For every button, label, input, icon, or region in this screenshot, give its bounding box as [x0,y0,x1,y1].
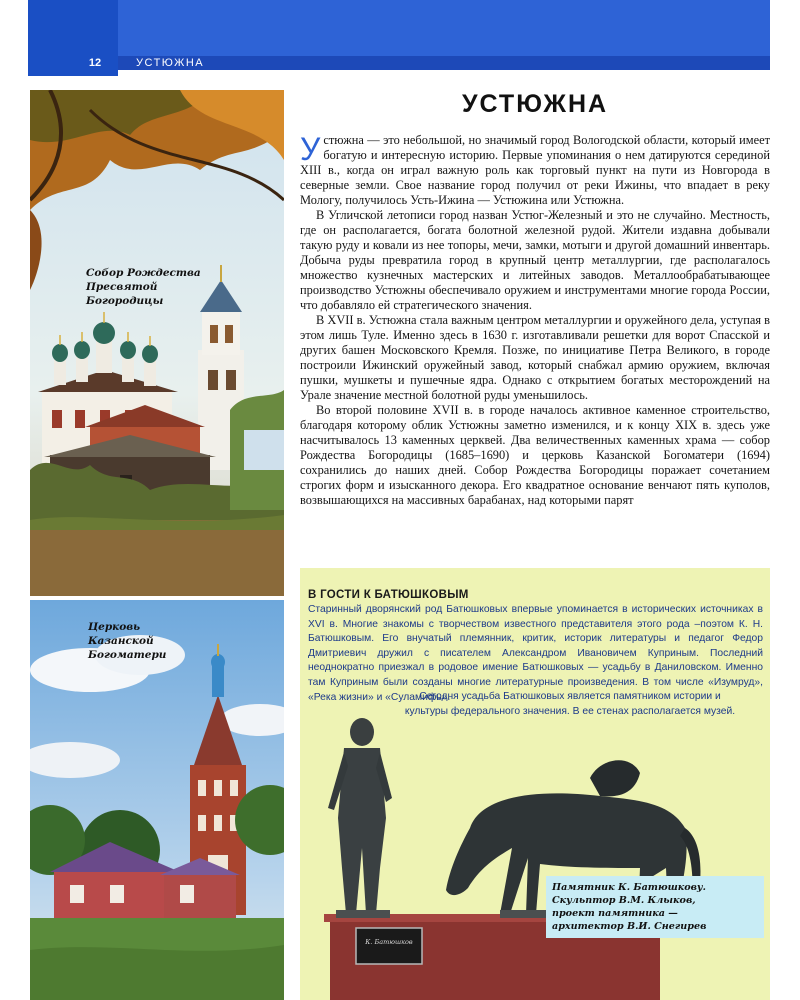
article-paragraph-2: В Угличской летописи город назван Устюг-Железный и это не случайно. Местность, где он располагается, богата болотной железной рудой. Жители издавна добывали такую руду и ковали из нее топоры, мечи, замки, мотыги и другой домашний инвентарь. Добыча руды превратила город в крупный центр металлургии, где располагалось множество кузнечных мастерских и литейных заводов. Металлообрабатывающее производство Устюжны обеспечивало оружием и инструментами многие города России, что добавляло ей стратегического значения. [300,208,770,312]
monument-caption [546,876,764,938]
caption-line: проект памятника — [552,908,678,919]
plaque-text: К. Батюшков [365,938,413,946]
page-number: 12 [80,56,110,70]
article-paragraph-4: Во второй половине XVII в. в городе началось активное каменное строительство, благодаря которому облик Устюжны заметно изменился, и к концу XIX в. здесь уже насчитывалось 13 каменных церквей. Два величественных каменных храма — собор Рождества Богородицы (1685–1690) и церковь Казанской Богоматери (1694) сохранились до наших дней. Собор Рождества Богородицы поражает сочетанием строгих форм и изысканного декора. Его квадратное основание венчают пять куполов, возвышающихся на массивных барабанах, над которыми парят [300,403,770,507]
paragraph-text: стюжна — это небольшой, но значимый город Вологодской области, который имеет богатую и интересную историю. Первые упоминания о нем датируются серединой XIII в., когда он играл важную роль как торговый пункт на пути из Новгорода в северные земли. Свое название город получил от реки Ижины, что впадает в реку Мологу, получилось Усть-Ижина — Устюжина или Устюжна. [300,133,770,207]
article-paragraph-3: В XVII в. Устюжна стала важным центром металлургии и оружейного дела, уступая в этом лишь Туле. Именно здесь в 1630 г. изготавливали решетки для ворот Спасской и других башен Московского Кремля. Позже, по инициативе Петра Великого, в городе построили Ижинский оружейный завод, который снабжал армию оружием, включая пушки, мушкеты и пушечные ядра. Однако с открытием богатых месторождений на Урале значение местной болотной руды уменьшилось. [300,313,770,402]
caption-line: Скульптор В.М. Клыков, [552,895,696,906]
header-strip [118,56,770,70]
sidebar-title: В ГОСТИ К БАТЮШКОВЫМ [308,589,469,601]
caption-church [88,620,198,662]
caption-line: Памятник К. Батюшкову. [552,882,706,893]
article-title: УСТЮЖНА [461,90,609,118]
caption-line: архитектор В.И. Снегирев [552,921,707,932]
photo-cathedral [30,90,284,596]
caption-line: Богоматери [88,649,167,661]
caption-line: Собор Рождества [86,267,201,279]
running-head: УСТЮЖНА [136,57,205,69]
caption-line: Пресвятой [86,281,158,293]
sidebar-text: Старинный дворянский род Батюшковых впервые упоминается в исторических источниках в XVI в. Многие знакомы с творчеством известного представителя этого рода –поэтом К. Н. Батюшковым. Его внучатый племянник, критик, историк литературы и педагог Федор Дмитриевич дружил с писателем Александром Ивановичем Куприным. Последний неоднократно приезжал в родовое имение Батюшковых — усадьбу в Даниловском. Именно там Куприным были созданы многие литературные произведения. В том числе «Изумруд», «Река жизни» и «Суламифь». [308,604,763,703]
header-band [118,0,770,56]
caption-line: Церковь [88,621,141,633]
sidebar-text-tail: Сегодня усадьба Батюшковых является памятником истории и культуры федерального значения. В ее стенах располагается музей. [404,691,736,717]
monument-photo [300,718,770,1000]
caption-line: Богородицы [86,295,164,307]
caption-cathedral [86,266,206,308]
article-body [300,133,770,508]
article-paragraph-1 [300,133,770,208]
caption-line: Казанской [88,635,154,647]
drop-cap: У [300,131,321,167]
